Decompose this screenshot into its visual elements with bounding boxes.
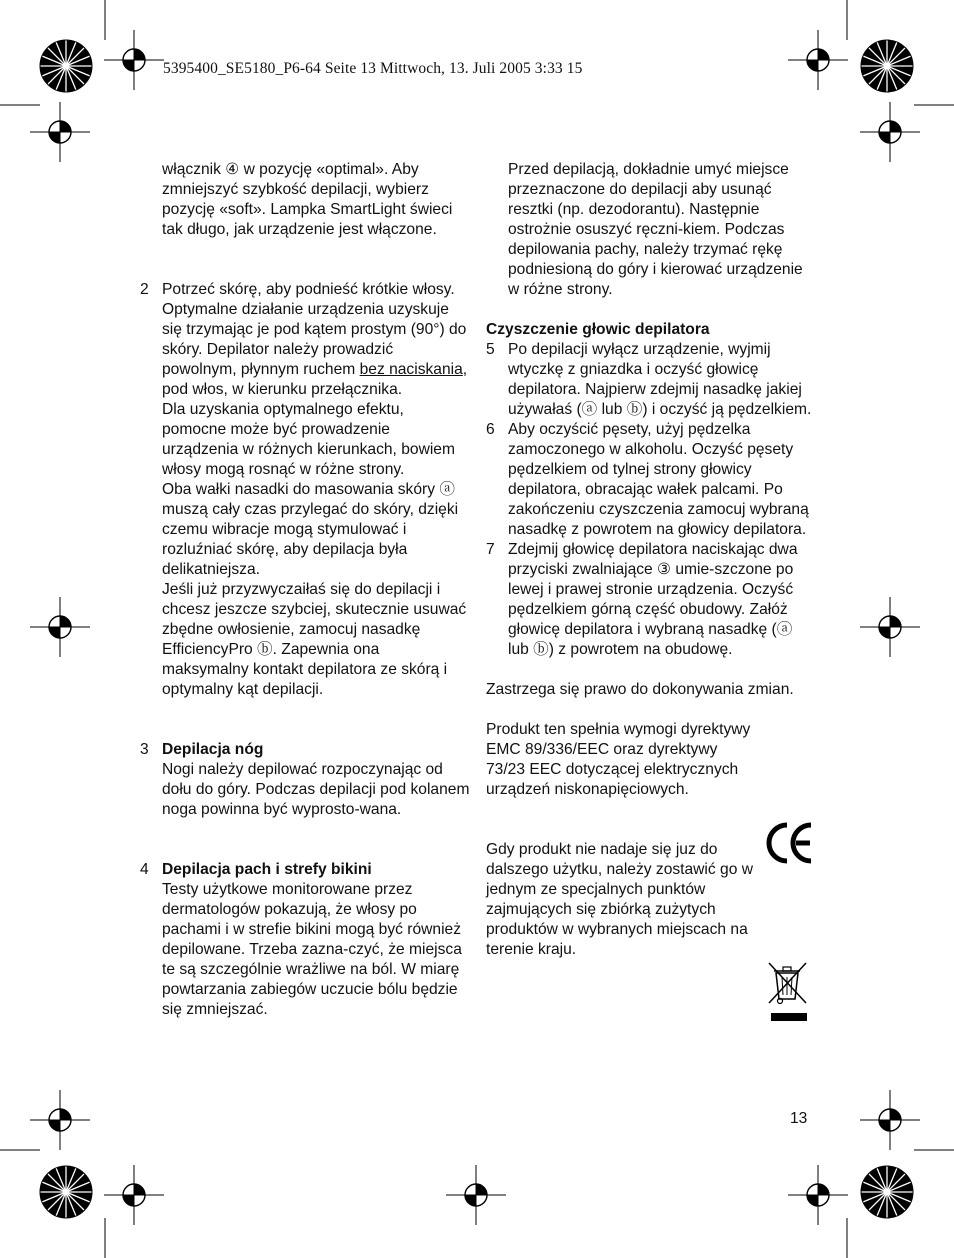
item7-text: Zdejmij głowicę depilatora naciskając dwa przyciski zwalniające ③ umie-szczone po lewej i prawej stronie urządzenia. Oczyść pędzelkiem górną część obudowy. Załóż głowicę depilatora i wybraną nasadkę (ⓐ lub ⓑ) z powrotem na obudowę. <box>508 541 798 658</box>
list-item-2 <box>140 280 470 700</box>
disposal-text: Gdy produkt nie nadaje się juz do dalszego użytku, należy zostawić go w jednym ze specjalnych punktów zajmujących się zbiórką zużytych produktów w wybranych miejscach na terenie kraju. <box>486 841 753 958</box>
crossed-bin-icon <box>766 961 812 1023</box>
ce-mark-icon <box>766 821 814 865</box>
print-header: 5395400_SE5180_P6-64 Seite 13 Mittwoch, 13. Juli 2005 3:33 15 <box>163 60 583 77</box>
item4-title: Depilacja pach i strefy bikini <box>162 861 372 878</box>
list-item-7 <box>486 540 816 660</box>
item2-paragraph-1: Potrzeć skórę, aby podnieść krótkie włosy. Optymalne działanie urządzenia uzyskuje się trzymając je pod kątem prostym (90°) do skóry. Depilator należy prowadzić powolnym, płynnym ruchem bez naciskania, pod włos, w kierunku przełącznika. <box>162 281 468 398</box>
page-number: 13 <box>790 1110 808 1127</box>
item-number: 5 <box>486 341 495 358</box>
item-number: 4 <box>140 861 149 878</box>
item4-text: Testy użytkowe monitorowane przez dermatologów pokazują, że włosy po pachami i w strefie bikini mogą być również depilowane. Trzeba zazna-czyć, że miejsca te są szczególnie wrażliwe na ból. W miarę powtarzania zabiegów uczucie bólu będzie się zmniejszać. <box>162 881 462 1018</box>
item2-paragraph-2: Dla uzyskania optymalnego efektu, pomocne może być prowadzenie urządzenia w różnych kierunkach, bowiem włosy mogą rosnąć w różne strony. <box>162 401 455 478</box>
right-intro-paragraph: Przed depilacją, dokładnie umyć miejsce przeznaczone do depilacji aby usunąć resztki (np. dezodorantu). Następnie ostrożnie osuszyć ręczni-kiem. Podczas depilowania pachy, należy trzymać rękę podniesioną do góry i kierować urządzenie w różne strony. <box>508 161 803 298</box>
list-item-3 <box>140 740 470 820</box>
ce-compliance-text: Produkt ten spełnia wymogi dyrektywy EMC 89/336/EEC oraz dyrektywy 73/23 EEC dotyczącej elektrycznych urządzeń niskonapięciowych. <box>486 721 751 798</box>
item6-text: Aby oczyścić pęsety, użyj pędzelka zamoczonego w alkoholu. Oczyść pęsety pędzelkiem od tylnej strony głowicy depilatora, obracając wałek palcami. Po zakończeniu czyszczenia zamocuj wybraną nasadkę z powrotem na głowicy depilatora. <box>508 421 809 538</box>
reservation-note: Zastrzega się prawo do dokonywania zmian. <box>486 681 794 698</box>
left-column <box>140 160 470 1020</box>
underlined-text: bez naciskania <box>359 361 463 378</box>
cleaning-heading: Czyszczenie głowic depilatora <box>486 321 710 338</box>
item3-text: Nogi należy depilować rozpoczynając od dołu do góry. Podczas depilacji pod kolanem noga powinna być wyprosto-wana. <box>162 761 470 818</box>
item-number: 2 <box>140 281 149 298</box>
list-item-6 <box>486 420 816 540</box>
list-item-4 <box>140 860 470 1020</box>
item-number: 7 <box>486 541 495 558</box>
item5-text: Po depilacji wyłącz urządzenie, wyjmij wtyczkę z gniazdka i oczyść głowicę depilatora. Najpierw zdejmij nasadkę jakiej używałaś (ⓐ lub ⓑ) i oczyść ją pędzelkiem. <box>508 341 812 418</box>
item-number: 6 <box>486 421 495 438</box>
item2-paragraph-4: Jeśli już przyzwyczaiłaś się do depilacji i chcesz jeszcze szybciej, skutecznie usuwać zbędne owłosienie, zamocuj nasadkę EfficiencyPro ⓑ. Zapewnia ona maksymalny kontakt depilatora ze skórą i optymalny kąt depilacji. <box>162 581 467 698</box>
intro-paragraph: włącznik ④ w pozycję «optimal». Aby zmniejszyć szybkość depilacji, wybierz pozycję «soft». Lampka SmartLight świeci tak długo, jak urządzenie jest włączone. <box>162 161 453 238</box>
item2-paragraph-3: Oba wałki nasadki do masowania skóry ⓐ muszą cały czas przylegać do skóry, dzięki czemu wibracje mogą stymulować i rozluźniać skórę, aby depilacja była delikatniejsza. <box>162 481 459 578</box>
item-number: 3 <box>140 741 149 758</box>
item3-title: Depilacja nóg <box>162 741 264 758</box>
list-item-5 <box>486 340 816 420</box>
